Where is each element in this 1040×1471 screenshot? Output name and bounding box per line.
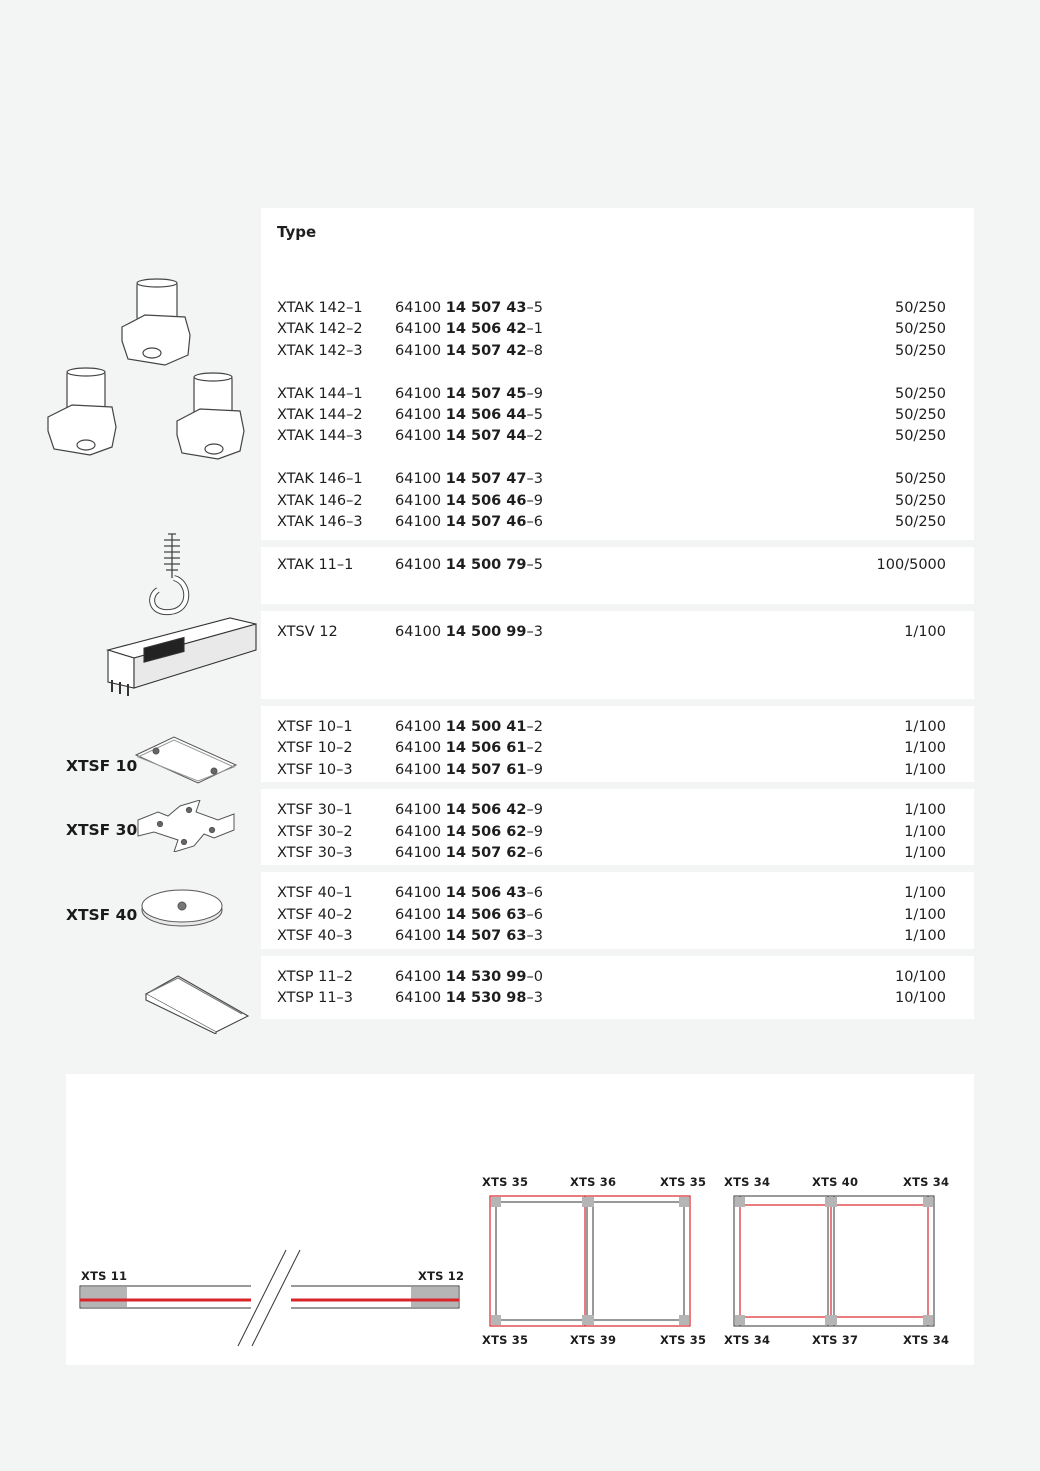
- packaging-quantity-cell: 1/100: [904, 761, 946, 778]
- type-cell: XTSF 30–3: [277, 845, 353, 862]
- grid-b-top-label-1: XTS 34: [724, 1175, 771, 1189]
- grid-a-bottom-label-1: XTS 35: [482, 1333, 529, 1347]
- table-row: [261, 988, 974, 1009]
- table-row: [261, 738, 974, 759]
- type-cell: XTSF 40–2: [277, 906, 353, 923]
- article-check-digit: –9: [526, 385, 543, 402]
- article-prefix: 64100: [395, 989, 442, 1006]
- article-check-digit: –5: [526, 300, 543, 316]
- diagram-drawing: [66, 1074, 974, 1365]
- article-check-digit: –2: [526, 740, 543, 757]
- article-check-digit: –3: [526, 623, 543, 640]
- end-cap-illustration: [142, 972, 252, 1034]
- article-check-digit: –3: [526, 989, 543, 1006]
- round-ceiling-plate-illustration: [138, 884, 228, 928]
- packaging-quantity-cell: 1/100: [904, 928, 946, 945]
- article-check-digit: –9: [526, 492, 543, 509]
- product-table: [261, 208, 974, 1026]
- grid-b-top-label-2: XTS 40: [812, 1175, 859, 1189]
- article-code: 14 507 45: [445, 385, 527, 402]
- grid-b-bottom-label-1: XTS 34: [724, 1333, 771, 1347]
- packaging-quantity-cell: 50/250: [894, 428, 946, 445]
- article-code: 14 507 44: [445, 428, 527, 445]
- article-code: 14 530 98: [445, 989, 527, 1006]
- table-row: [261, 926, 974, 947]
- packaging-quantity-cell: 1/100: [904, 885, 946, 902]
- type-cell: XTSF 10–3: [277, 761, 353, 778]
- packaging-quantity-cell: 1/100: [904, 906, 946, 923]
- article-number-cell: [395, 469, 543, 490]
- table-row: [261, 843, 974, 864]
- packaging-quantity-cell: 1/100: [904, 823, 946, 840]
- article-code: 14 507 62: [445, 845, 527, 862]
- article-code: 14 500 41: [445, 719, 527, 736]
- article-code: 14 506 46: [445, 492, 527, 509]
- packaging-quantity-cell: 1/100: [904, 845, 946, 862]
- article-check-digit: –9: [526, 802, 543, 819]
- article-check-digit: –2: [526, 428, 543, 445]
- article-prefix: 64100: [395, 342, 442, 359]
- article-code: 14 500 79: [445, 557, 527, 574]
- type-cell: XTAK 11–1: [277, 557, 354, 574]
- article-code: 14 530 99: [445, 968, 527, 985]
- type-cell: XTAK 144–2: [277, 406, 363, 423]
- table-row: [261, 905, 974, 926]
- article-code: 14 507 46: [445, 513, 527, 530]
- rail-diagram: [80, 1250, 459, 1346]
- article-prefix: 64100: [395, 471, 442, 488]
- ceiling-hook-illustration: [140, 530, 220, 620]
- straight-connector-plate-illustration: [134, 735, 238, 785]
- article-prefix: 64100: [395, 823, 442, 840]
- article-check-digit: –2: [526, 719, 543, 736]
- grid-a-bottom-label-2: XTS 39: [570, 1333, 617, 1347]
- packaging-quantity-cell: 50/250: [894, 513, 946, 530]
- type-cell: XTAK 142–2: [277, 321, 363, 338]
- connector-illustration: [100, 610, 260, 700]
- article-prefix: 64100: [395, 906, 442, 923]
- table-row: [261, 469, 974, 490]
- packaging-quantity-cell: 50/250: [894, 385, 946, 402]
- article-number-cell: [395, 341, 543, 362]
- grid-b-bottom-label-2: XTS 37: [812, 1333, 859, 1347]
- article-code: 14 506 43: [445, 885, 527, 902]
- article-check-digit: –5: [526, 406, 543, 423]
- article-number-cell: [395, 426, 543, 447]
- article-number-cell: [395, 298, 543, 319]
- table-row: [261, 967, 974, 988]
- article-code: 14 500 99: [445, 623, 527, 640]
- article-check-digit: –3: [526, 928, 543, 945]
- packaging-quantity-cell: 50/250: [894, 471, 946, 488]
- article-code: 14 506 42: [445, 802, 527, 819]
- packaging-quantity-cell: 50/250: [894, 300, 946, 316]
- article-number-cell: [395, 555, 543, 576]
- table-row: [261, 883, 974, 904]
- article-prefix: 64100: [395, 719, 442, 736]
- table-group: [261, 789, 974, 865]
- article-prefix: 64100: [395, 885, 442, 902]
- article-code: 14 506 62: [445, 823, 527, 840]
- grid-a-top-label-1: XTS 35: [482, 1175, 529, 1189]
- type-cell: XTAK 144–1: [277, 385, 363, 402]
- article-check-digit: –1: [526, 321, 543, 338]
- table-group: [261, 706, 974, 782]
- article-check-digit: –6: [526, 885, 543, 902]
- article-prefix: 64100: [395, 761, 442, 778]
- type-cell: XTSF 10–1: [277, 719, 353, 736]
- type-cell: XTAK 142–3: [277, 342, 363, 359]
- rail-right-label: XTS 12: [418, 1269, 465, 1283]
- table-body: [261, 298, 974, 1019]
- type-cell: XTSF 10–2: [277, 740, 353, 757]
- article-number-cell: [395, 988, 543, 1009]
- article-number-cell: [395, 905, 543, 926]
- grid-a-top-label-3: XTS 35: [660, 1175, 707, 1189]
- article-code: 14 506 63: [445, 906, 527, 923]
- article-check-digit: –0: [526, 968, 543, 985]
- table-header: [261, 208, 974, 298]
- article-number-cell: [395, 512, 543, 533]
- grid-b-diagram: [734, 1196, 934, 1326]
- article-number-cell: [395, 738, 543, 759]
- table-group: [261, 547, 974, 603]
- article-number-cell: [395, 843, 543, 864]
- article-number-cell: [395, 822, 543, 843]
- table-row: [261, 384, 974, 405]
- packaging-quantity-cell: 1/100: [904, 719, 946, 736]
- article-check-digit: –6: [526, 845, 543, 862]
- table-row: [261, 319, 974, 340]
- article-number-cell: [395, 760, 543, 781]
- table-group: [261, 611, 974, 699]
- packaging-quantity-cell: 100/5000: [876, 557, 946, 574]
- track-adapter-illustration: [40, 275, 260, 465]
- article-number-cell: [395, 926, 543, 947]
- table-row: [261, 822, 974, 843]
- article-code: 14 507 42: [445, 342, 527, 359]
- article-code: 14 507 61: [445, 761, 527, 778]
- article-code: 14 507 43: [445, 300, 527, 316]
- type-cell: XTAK 146–1: [277, 471, 363, 488]
- packaging-quantity-cell: 10/100: [894, 968, 946, 985]
- rail-left-label: XTS 11: [81, 1269, 128, 1283]
- group-label-xtsf-30: XTSF 30: [66, 821, 138, 839]
- article-prefix: 64100: [395, 845, 442, 862]
- table-group: [261, 872, 974, 948]
- table-group: [261, 298, 974, 540]
- table-row: [261, 717, 974, 738]
- article-number-cell: [395, 800, 543, 821]
- type-cell: XTSF 30–2: [277, 823, 353, 840]
- packaging-quantity-cell: 50/250: [894, 342, 946, 359]
- grid-a-bottom-label-3: XTS 35: [660, 1333, 707, 1347]
- packaging-quantity-cell: 1/100: [904, 740, 946, 757]
- article-check-digit: –3: [526, 471, 543, 488]
- table-row: [261, 426, 974, 447]
- table-row: [261, 512, 974, 533]
- grid-a-diagram: [490, 1196, 690, 1326]
- table-row: [261, 491, 974, 512]
- table-row: [261, 555, 974, 576]
- grid-b-bottom-label-3: XTS 34: [903, 1333, 950, 1347]
- type-column-header: Type: [277, 223, 317, 241]
- packaging-quantity-cell: 50/250: [894, 492, 946, 509]
- article-check-digit: –9: [526, 761, 543, 778]
- cross-connector-plate-illustration: [134, 800, 238, 852]
- article-prefix: 64100: [395, 385, 442, 402]
- article-prefix: 64100: [395, 623, 442, 640]
- article-prefix: 64100: [395, 513, 442, 530]
- type-cell: XTSF 40–1: [277, 885, 353, 902]
- article-prefix: 64100: [395, 928, 442, 945]
- article-prefix: 64100: [395, 321, 442, 338]
- article-check-digit: –5: [526, 557, 543, 574]
- article-code: 14 506 42: [445, 321, 527, 338]
- track-layout-diagram: [66, 1074, 974, 1365]
- grid-a-top-label-2: XTS 36: [570, 1175, 617, 1189]
- article-number-cell: [395, 384, 543, 405]
- type-cell: XTAK 144–3: [277, 428, 363, 445]
- table-row: [261, 622, 974, 643]
- article-number-cell: [395, 717, 543, 738]
- type-cell: XTSF 40–3: [277, 928, 353, 945]
- article-number-cell: [395, 491, 543, 512]
- article-code: 14 506 61: [445, 740, 527, 757]
- table-row: [261, 405, 974, 426]
- type-cell: XTSV 12: [277, 623, 338, 640]
- table-group: [261, 956, 974, 1020]
- article-code: 14 506 44: [445, 406, 527, 423]
- article-number-cell: [395, 405, 543, 426]
- packaging-quantity-cell: 10/100: [894, 989, 946, 1006]
- type-cell: XTSF 30–1: [277, 802, 353, 819]
- group-label-xtsf-40: XTSF 40: [66, 906, 138, 924]
- article-number-cell: [395, 319, 543, 340]
- article-check-digit: –6: [526, 513, 543, 530]
- article-prefix: 64100: [395, 428, 442, 445]
- type-cell: XTAK 146–3: [277, 513, 363, 530]
- type-cell: XTAK 142–1: [277, 300, 363, 316]
- article-prefix: 64100: [395, 492, 442, 509]
- article-number-cell: [395, 883, 543, 904]
- packaging-quantity-cell: 50/250: [894, 406, 946, 423]
- type-cell: XTSP 11–3: [277, 989, 354, 1006]
- grid-b-top-label-3: XTS 34: [903, 1175, 950, 1189]
- type-cell: XTSP 11–2: [277, 968, 354, 985]
- article-number-cell: [395, 967, 543, 988]
- table-row: [261, 298, 974, 319]
- article-number-cell: [395, 622, 543, 643]
- type-cell: XTAK 146–2: [277, 492, 363, 509]
- group-label-xtsf-10: XTSF 10: [66, 757, 138, 775]
- table-row: [261, 800, 974, 821]
- packaging-quantity-cell: 50/250: [894, 321, 946, 338]
- article-check-digit: –8: [526, 342, 543, 359]
- article-prefix: 64100: [395, 557, 442, 574]
- article-prefix: 64100: [395, 968, 442, 985]
- packaging-quantity-cell: 1/100: [904, 623, 946, 640]
- table-row: [261, 341, 974, 362]
- article-prefix: 64100: [395, 740, 442, 757]
- article-check-digit: –6: [526, 906, 543, 923]
- article-prefix: 64100: [395, 802, 442, 819]
- article-code: 14 507 63: [445, 928, 527, 945]
- article-check-digit: –9: [526, 823, 543, 840]
- article-prefix: 64100: [395, 406, 442, 423]
- article-prefix: 64100: [395, 300, 442, 316]
- article-code: 14 507 47: [445, 471, 527, 488]
- packaging-quantity-cell: 1/100: [904, 802, 946, 819]
- table-row: [261, 760, 974, 781]
